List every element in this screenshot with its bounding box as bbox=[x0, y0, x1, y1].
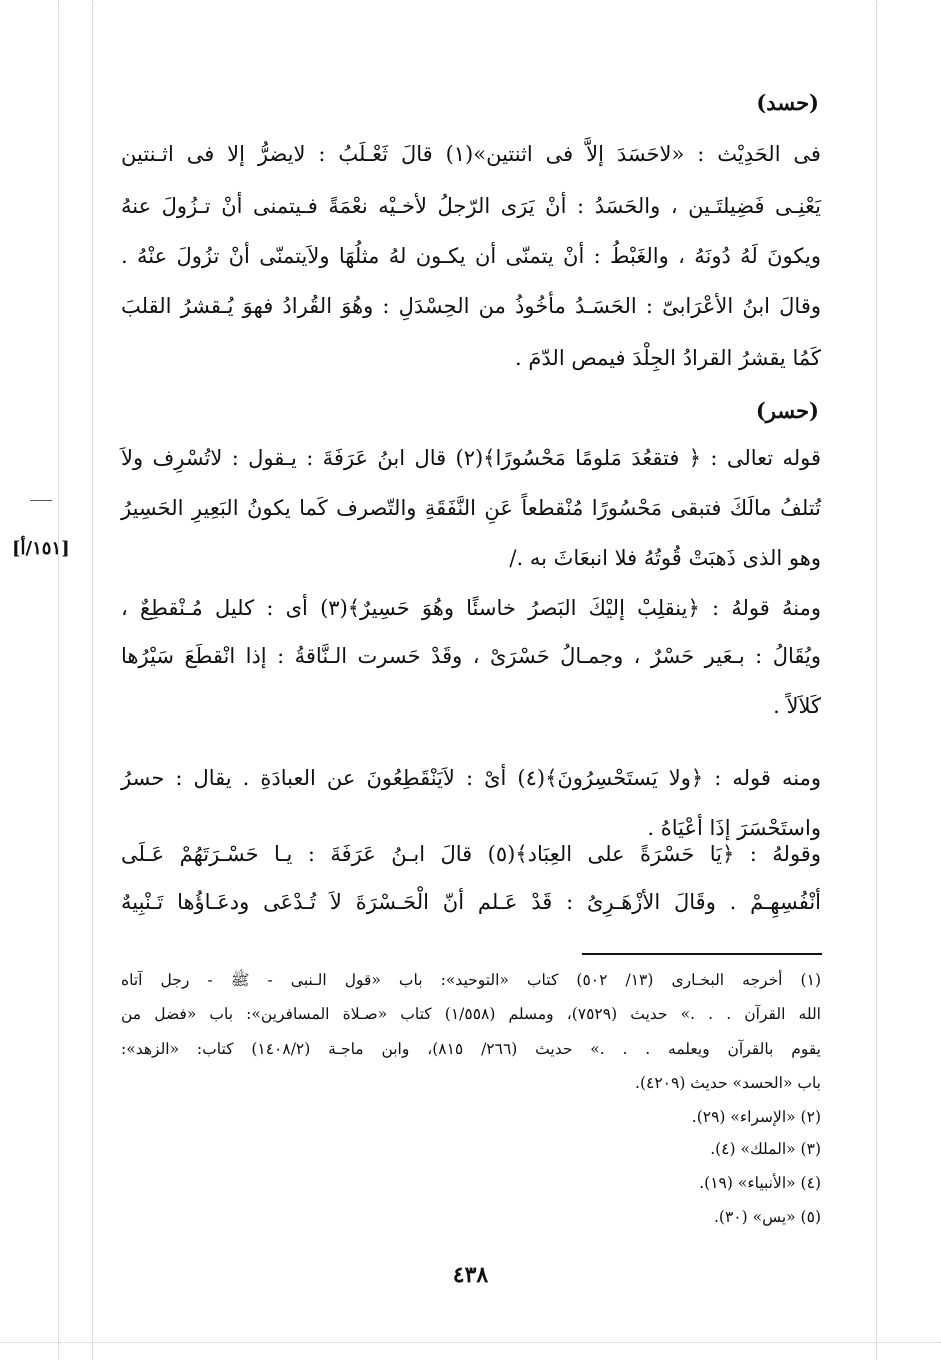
body-line: واستَحْسَرَ إذَا أعْيَاهُ . bbox=[647, 816, 821, 840]
body-line: كَلاَلاً . bbox=[773, 694, 821, 718]
body-line: ويُقَالُ : بـعَير حَسْرٌ ، وجمـالُ حَسْرَىْ ، وقَدْ حَسرت الـنَّاقةُ : إذا انْقطَعَ سَيْرُها bbox=[121, 644, 821, 668]
entry-heading-hasar: (حسر) bbox=[755, 398, 819, 423]
footnote-line: الله القرآن . . .» حديث (٧٥٢٩)، ومسلم (١/٥٥٨) كتاب «صـلاة المسافرين»: باب «فضل من bbox=[121, 1005, 821, 1023]
body-line: تُتلفُ مالَكَ فتبقى مَحْسُورًا مُنْقطعاً عَنِ النَّفَقَةِ والتّصرف كَما يكونُ البَعِيرِ الحَسِيرُ bbox=[121, 496, 821, 520]
scan-guide-line bbox=[92, 0, 93, 1360]
footnote-line: (١) أخرجه البخـارى (١٣/ ٥٠٢) كتاب «التوحيد»: باب «قول الـنبى - ﷺ - رجل آتاه bbox=[121, 971, 821, 989]
body-line: وقولهُ : ﴿يَا حَسْرَةً على العِبَاد﴾(٥) قالَ ابـنُ عَرَفَةَ : يـا حَسْـرَتَهُمْ عَـلَى bbox=[121, 842, 821, 866]
body-line: كَمُا يقشرُ القرادُ الجِلْدَ فيمص الدّمَ . bbox=[515, 346, 821, 370]
body-line: ويكونَ لَهُ دُونَهُ ، والغَبْطُ : أنْ يتمنّى أن يكـون لهُ مثلُهَا ولاَيتمنّى أنْ تزُولَ عنْهُ . bbox=[121, 244, 821, 268]
scan-guide-line bbox=[0, 1342, 941, 1343]
footnote-line: (٤) «الأنبياء» (١٩). bbox=[699, 1174, 821, 1192]
body-line: وهو الذى ذَهبَتْ قُوتُهُ فلا انبعَاثَ به ./ bbox=[509, 546, 821, 570]
scan-guide-line bbox=[58, 0, 59, 1360]
footnote-line: (٢) «الإسراء» (٢٩). bbox=[691, 1108, 821, 1126]
footnote-line: (٣) «الملك» (٤). bbox=[710, 1140, 821, 1158]
body-line: يَعْنِـى فَضِيلتَـين ، والحَسَدُ : أنْ يَرَى الرّجلُ لأخـيْه نعْمَةً فـيتمنى أنْ تـزُولَ عنهُ bbox=[121, 194, 821, 218]
scan-guide-line bbox=[876, 0, 877, 1360]
body-line: قوله تعالى : ﴿ فتقعُدَ مَلومًا مَحْسُورًا﴾(٢) قال ابنُ عَرَفَةَ : يـقول : لاتُسْرِف ولاَ bbox=[121, 446, 821, 470]
body-line: ومنهُ قولهُ : ﴿ينقلِبْ إليْكَ البَصرُ خاسئًا وهُوَ حَسِيرٌ﴾(٣) أى : كليل مُـنْقطِعٌ ، bbox=[121, 596, 821, 620]
footnote-line: (٥) «يس» (٣٠). bbox=[713, 1208, 821, 1226]
footnote-separator bbox=[582, 953, 822, 955]
margin-dash bbox=[30, 500, 52, 501]
body-line: فى الحَدِيْث : «لاحَسَدَ إلاَّ فى اثنتين»(١) قالَ ثَعْـلَبُ : لايضرُّ إلا فى اثـنتين bbox=[121, 142, 821, 166]
footnote-line: باب «الحسد» حديث (٤٢٠٩). bbox=[635, 1074, 821, 1092]
manuscript-folio-marker: [١٥١/أ] bbox=[12, 538, 70, 559]
body-line: وقالَ ابنُ الأعْرَابىّ : الحَسَـدُ مأخُوذُ من الحِسْدَلِ : وهُوَ القُرادُ فهوَ يُـقشرُ القلبَ bbox=[121, 294, 821, 318]
body-line: أنْفُسِهِـمْ . وقَالَ الأزْهَـرِىُ : قَدْ عَـلم أنّ الْحَـسْرَةَ لاَ تُـدْعَى ودعَـاؤُها تَـنْبِيهٌ bbox=[121, 890, 821, 914]
footnote-line: يقوم بالقرآن ويعلمه . . .» حديث (٢٦٦/ ٨١٥)، وابن ماجـة (١٤٠٨/٢) كتاب: «الزهد»: bbox=[121, 1040, 821, 1058]
entry-heading-hasad: (حسد) bbox=[756, 90, 819, 115]
body-line: ومنه قوله : ﴿ولا يَستَحْسِرُونَ﴾(٤) أىْ : لاَيَنْقَطِعُونَ عن العبادَةِ . يقال : حسرُ bbox=[121, 766, 821, 790]
page-number: ٤٣٨ bbox=[452, 1262, 489, 1288]
